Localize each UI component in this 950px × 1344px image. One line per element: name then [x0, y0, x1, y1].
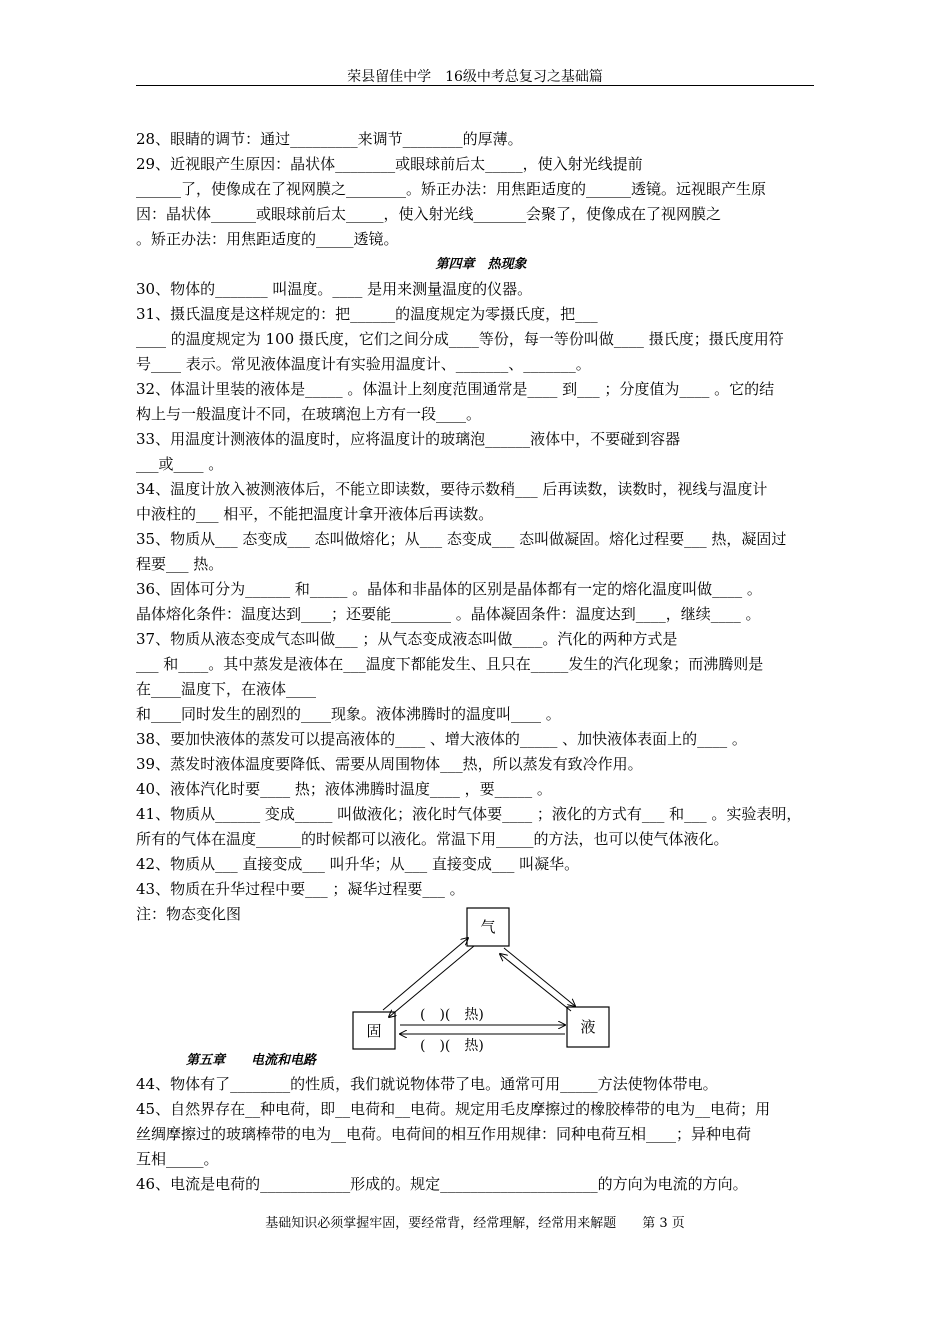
text-line: 38、要加快液体的蒸发可以提高液体的____ 、增大液体的_____ 、加快液体表面上的____ 。: [136, 730, 747, 748]
header-rule: [136, 85, 814, 86]
arrow-top-label: ( )( 热): [420, 1007, 484, 1023]
arrow-liquid-to-gas: [500, 954, 571, 1011]
text-line: 和____同时发生的剧烈的____现象。液体沸腾时的温度叫____ 。: [136, 705, 561, 723]
text-line: 33、用温度计测液体的温度时，应将温度计的玻璃泡______液体中，不要碰到容器: [136, 430, 681, 448]
text-line: ___或____ 。: [136, 455, 224, 473]
chapter-heading: 第四章 热现象: [435, 257, 527, 272]
text-line: 。矫正办法：用焦距适度的_____透镜。: [136, 230, 399, 248]
text-line: 42、物质从___ 直接变成___ 叫升华；从___ 直接变成___ 叫凝华。: [136, 855, 580, 873]
text-line: 晶体熔化条件：温度达到____；还要能________ 。晶体凝固条件：温度达到____，继续____ 。: [136, 605, 761, 623]
text-line: ______了，使像成在了视网膜之________。矫正办法：用焦距适度的______透镜。远视眼产生原: [136, 180, 767, 198]
text-line: 31、摄氏温度是这样规定的：把______的温度规定为零摄氏度，把___: [136, 305, 598, 323]
section-chapter3-4: [136, 127, 826, 927]
text-line: 丝绸摩擦过的玻璃棒带的电为__电荷。电荷间的相互作用规律：同种电荷互相____；异种电荷: [136, 1125, 752, 1143]
text-line: 46、电流是电荷的____________形成的。规定_____________________的方向为电流的方向。: [136, 1175, 748, 1193]
state-change-diagram: [340, 902, 620, 1058]
text-line: 所有的气体在温度______的时候都可以液化。常温下用_____的方法，也可以使气体液化。: [136, 830, 729, 848]
text-line: 36、固体可分为______ 和_____ 。晶体和非晶体的区别是晶体都有一定的熔化温度叫做____ 。: [136, 580, 762, 598]
text-line: 43、物质在升华过程中要___ ；凝华过程要___ 。: [136, 880, 465, 898]
text-line: 44、物体有了________的性质，我们就说物体带了电。通常可用_____方法使物体带电。: [136, 1075, 718, 1093]
page-header: 荣县留佳中学 16级中考总复习之基础篇: [347, 69, 603, 85]
section-chapter5: [136, 1072, 826, 1197]
text-line: 41、物质从______ 变成_____ 叫做液化；液化时气体要____ ；液化的方式有___ 和___ 。实验表明，: [136, 805, 802, 823]
text-line: 29、近视眼产生原因：晶状体________或眼球前后太_____，使入射光线提前: [136, 155, 643, 173]
text-line: 中液柱的___ 相平，不能把温度计拿开液体后再读数。: [136, 505, 494, 523]
text-line: 因：晶状体______或眼球前后太_____，使入射光线_______会聚了，使像成在了视网膜之: [136, 205, 722, 223]
text-line: 35、物质从___ 态变成___ 态叫做熔化；从___ 态变成___ 态叫做凝固。熔化过程要___ 热，凝固过: [136, 530, 787, 548]
text-line: 32、体温计里装的液体是_____ 。体温计上刻度范围通常是____ 到___ ；分度值为____ 。它的结: [136, 380, 775, 398]
text-line: 28、眼睛的调节：通过_________来调节________的厚薄。: [136, 130, 523, 148]
liquid-label: 液: [580, 1018, 596, 1036]
text-line: 号____ 表示。常见液体温度计有实验用温度计、_______、_______。: [136, 355, 591, 373]
arrow-bottom-label: ( )( 热): [420, 1038, 484, 1054]
text-line: 34、温度计放入被测液体后，不能立即读数，要待示数稍___ 后再读数，读数时，视线与温度计: [136, 480, 768, 498]
text-line: 45、自然界存在__种电荷，即__电荷和__电荷。规定用毛皮摩擦过的橡胶棒带的电为__电荷；用: [136, 1100, 771, 1118]
text-line: ____ 的温度规定为 100 摄氏度，它们之间分成____等份，每一等份叫做____ 摄氏度；摄氏度用符: [136, 330, 784, 348]
page-footer: 基础知识必须掌握牢固，要经常背，经常理解，经常用来解题 第 3 页: [265, 1216, 685, 1231]
arrow-solid-to-gas: [383, 938, 468, 1010]
text-line: 39、蒸发时液体温度要降低、需要从周围物体___热，所以蒸发有致冷作用。: [136, 755, 643, 773]
gas-label: 气: [480, 918, 496, 936]
text-line: 37、物质从液态变成气态叫做___ ；从气态变成液态叫做____。汽化的两种方式是: [136, 630, 678, 648]
text-line: 注：物态变化图: [136, 905, 242, 923]
text-line: ___ 和____。其中蒸发是液体在___温度下都能发生、且只在_____发生的汽化现象；而沸腾则是: [136, 655, 764, 673]
text-line: 构上与一般温度计不同，在玻璃泡上方有一段____。: [136, 405, 482, 423]
text-line: 程要___ 热。: [136, 555, 224, 573]
text-line: 互相_____。: [136, 1150, 219, 1168]
solid-label: 固: [366, 1022, 382, 1040]
text-line: 40、液体汽化时要____ 热；液体沸腾时温度____ ，要_____ 。: [136, 780, 552, 798]
arrow-gas-to-liquid: [504, 948, 575, 1006]
text-line: 在____温度下，在液体____: [136, 680, 317, 698]
chapter-heading: 第五章 电流和电路: [186, 1053, 317, 1068]
text-line: 30、物体的_______ 叫温度。____ 是用来测量温度的仪器。: [136, 280, 533, 298]
